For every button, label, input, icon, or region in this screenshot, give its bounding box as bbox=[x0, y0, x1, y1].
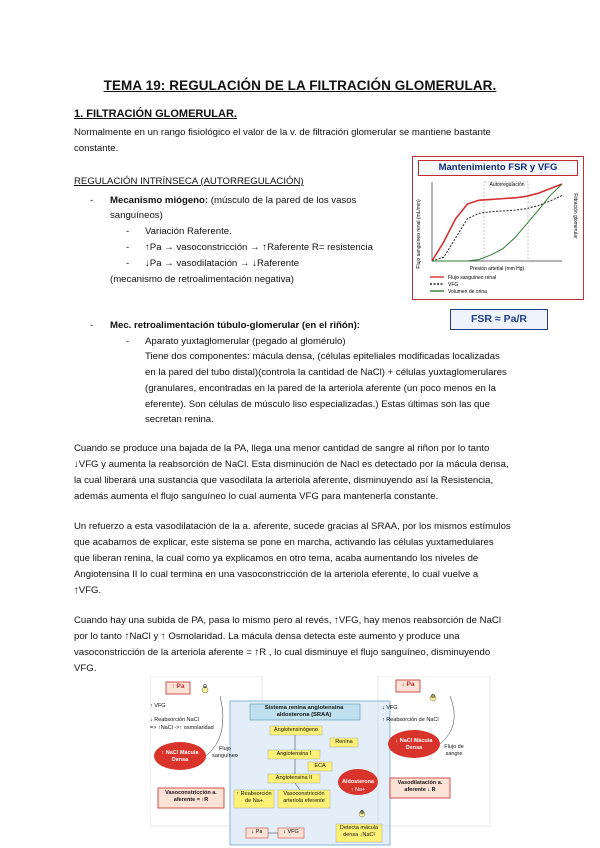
negative-feedback-note: (mecanismo de retroalimentación negativa) bbox=[110, 274, 294, 285]
center-n1: Renina bbox=[335, 739, 353, 745]
miogeno-label: Mecanismo miógeno: bbox=[110, 195, 209, 206]
center-n10: ↓ VFG bbox=[283, 829, 299, 835]
para3-line-3: vasoconstricción de la arteriola aferente = ↑R , lo cual disminuye el flujo sanguíneo, disminuyendo bbox=[74, 647, 491, 658]
diagram-svg bbox=[150, 676, 595, 848]
center-n6: Vasoconstricción arteriola eferente bbox=[283, 791, 325, 804]
para2-line-1: Un refuerzo a esta vasodilatación de la a. aferente, sucede gracias al SRAA, por los mismos estímulos bbox=[74, 521, 511, 532]
center-n5: ↑ Reabsorción de Na+ bbox=[236, 791, 272, 804]
right-macula: ↓ NaCl Mácula Densa bbox=[395, 738, 433, 751]
series-line-0 bbox=[432, 184, 562, 261]
right-flujo: Flujo de sangre bbox=[444, 744, 464, 757]
para2-line-5: ↑VFG. bbox=[74, 585, 102, 596]
aparato-line: Aparato yuxtaglomerular (pegado al glomérulo) bbox=[145, 336, 346, 347]
page-title: TEMA 19: REGULACIÓN DE LA FILTRACIÓN GLOMERULAR. bbox=[103, 78, 497, 93]
comp-line-5: secretan renina. bbox=[145, 414, 214, 425]
miogeno-desc: (músculo de la pared de los vasos bbox=[208, 195, 357, 206]
sub-item-1: Variación Raferente. bbox=[145, 226, 232, 237]
right-pa: ↓ Pa bbox=[401, 681, 415, 688]
left-reab: ↓ Reabsorción NaCl bbox=[150, 717, 199, 723]
center-n7: Aldosterona bbox=[341, 779, 375, 785]
para1-line-1: Cuando se produce una bajada de la PA, llega una menor cantidad de sangre al riñon por lo tanto bbox=[74, 443, 490, 454]
center-n0: Angiotensinógeno bbox=[273, 727, 319, 733]
bullet-dash: - bbox=[126, 242, 130, 253]
left-pa: ↑ Pa bbox=[171, 683, 185, 690]
bullet-dash: - bbox=[126, 258, 130, 269]
comp-line-2: en la pared del tubo distal)(controla la cantidad de NaCl) + células yuxtaglomerulares bbox=[145, 367, 507, 378]
left-nacl: => ↑NaCl ->↑ osmolaridad bbox=[150, 725, 214, 731]
center-n2: Angiotensina I bbox=[276, 751, 312, 757]
chart-annotation: Autorregulación bbox=[489, 182, 525, 188]
left-vfg: ↑ VFG bbox=[150, 703, 166, 709]
legend-label-1: VFG bbox=[448, 282, 459, 288]
center-n9: ↓ Pa bbox=[251, 829, 263, 835]
para1-line-2: ↓VFG y aumenta la reabsorción de NaCl. Esta disminución de Nacl es detectado por la mácula densa, bbox=[74, 459, 509, 470]
chart-ylabel-right: Filtración glomerular bbox=[572, 193, 578, 239]
para1-line-4: además aumenta el flujo sanguíneo lo cual aumenta VFG para mantenerla constante. bbox=[74, 491, 439, 502]
left-vaso: Vasoconstricción a. aferente = ↑R bbox=[165, 790, 217, 803]
para3-line-1: Cuando hay una subida de PA, pasa lo mismo pero al revés, ↑VFG, hay menos reabsorción de NaCl bbox=[74, 615, 501, 626]
center-n11: Detecta mácula densa ↓NaCl bbox=[339, 825, 379, 838]
right-vfg: ↓ VFG bbox=[382, 705, 398, 711]
left-flujo: Flujo sanguíneo bbox=[212, 746, 238, 759]
fsr-formula: FSR ≈ Pa/R bbox=[450, 309, 548, 330]
intro-line-1: Normalmente en un rango fisiológico el valor de la v. de filtración glomerular se mantiene bastante bbox=[74, 127, 491, 138]
legend-label-2: Volumen de orina bbox=[448, 289, 487, 295]
center-n4: Angiotensina II bbox=[275, 775, 313, 781]
right-minus: ⊖ bbox=[430, 694, 436, 700]
tubulo-heading: Mec. retroalimentación túbulo-glomerular (en el riñón): bbox=[110, 320, 360, 331]
left-macula: ↑ NaCl Mácula Densa bbox=[161, 750, 199, 763]
para3-line-2: por lo tanto ↑NaCl y ↑ Osmolaridad. La mácula densa detecta este aumento y produce una bbox=[74, 631, 460, 642]
left-minus: ⊖ bbox=[202, 684, 208, 690]
bullet-dash: - bbox=[126, 336, 130, 347]
intro-line-2: constante. bbox=[74, 143, 119, 154]
autoregulation-zone bbox=[484, 182, 528, 261]
center-n3: ECA bbox=[314, 763, 326, 769]
para3-line-4: VFG. bbox=[74, 663, 97, 674]
center-plus: ⊕ bbox=[359, 810, 365, 816]
miogeno-desc-2: sanguíneos) bbox=[110, 210, 163, 221]
para2-line-2: que acabamos de explicar, este sistema se pone en marcha, activando las células yuxtamedulares bbox=[74, 537, 494, 548]
legend-label-0: Flujo sanguíneo renal bbox=[448, 275, 497, 281]
center-title: Sistema renina angiotensina aldosterona (SRAA) bbox=[264, 705, 344, 718]
chart-title: Mantenimiento FSR y VFG bbox=[418, 160, 578, 176]
miogeno-line bbox=[110, 193, 410, 208]
sub-item-3: ↓Pa → vasodilatación → ↓Raferente bbox=[145, 258, 300, 269]
para2-line-3: que liberan renina, la cual como ya explicamos en otro tema, acaba aumentando los niveles de bbox=[74, 553, 479, 564]
bullet-dash: - bbox=[126, 226, 130, 237]
sub-item-2: ↑Pa → vasoconstricción → ↑Raferente R= resistencia bbox=[145, 242, 373, 253]
section-heading: 1. FILTRACIÓN GLOMERULAR. bbox=[74, 108, 237, 120]
para1-line-3: la cual liberará una sustancia que vasodilata la arteriola aferente, disminuyendo así la Resistencia, bbox=[74, 475, 494, 486]
comp-line-3: (granulares, encontradas en la pared de la arteriola aferente (un poco menos en la bbox=[145, 383, 496, 394]
right-vaso: Vasodilatación a. aferente ↓ R bbox=[397, 780, 443, 793]
bullet-dash: - bbox=[90, 195, 94, 206]
para2-line-4: Angiotensina II lo cual termina en una vasoconstricción de la arteriola eferente, lo cual vuelve a bbox=[74, 569, 479, 580]
bullet-dash: - bbox=[90, 320, 94, 331]
autoregulation-chart bbox=[412, 176, 582, 298]
right-reab: ↑ Reabsorción de NaCl bbox=[382, 717, 439, 723]
chart-ylabel: Flujo sanguíneo renal (mL/min) bbox=[416, 199, 422, 269]
autoreg-heading: REGULACIÓN INTRÍNSECA (AUTORREGULACIÓN) bbox=[74, 176, 304, 187]
comp-line-4: eferente). Son células de músculo liso especializadas.) Estas últimas son las que bbox=[145, 399, 491, 410]
comp-line-1: Tiene dos componentes: mácula densa, (células epiteliales modificadas localizadas bbox=[145, 351, 500, 362]
series-line-2 bbox=[432, 184, 562, 261]
chart-xlabel: Presión arterial (mm Hg) bbox=[469, 266, 525, 272]
center-n8: ↑ Na+ bbox=[350, 787, 366, 793]
